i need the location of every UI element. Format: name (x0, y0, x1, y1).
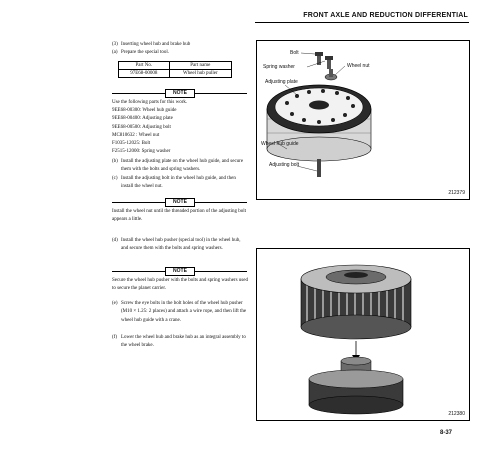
step-text: Inserting wheel hub and brake hub (121, 42, 191, 47)
step-text: Lower the wheel hub and brake hub as an integral assembly to the wheel brake. (121, 335, 246, 349)
step-f (112, 334, 247, 351)
table-cell: Wheel hub puller (169, 70, 231, 78)
note-rule (195, 271, 247, 272)
step-e (112, 300, 247, 325)
step-label: (c) (112, 176, 118, 181)
note-rule (195, 202, 247, 203)
table-header-row (119, 62, 232, 70)
step-a (112, 49, 247, 57)
note1-item: F1035-12025: Bolt (112, 141, 151, 147)
adjusting-plate-drawing (267, 85, 371, 133)
header-rule (255, 22, 469, 23)
table-row (119, 70, 232, 78)
callout-bolt: Bolt (290, 50, 299, 56)
adjusting-bolt-drawing (317, 159, 321, 177)
step-label: (e) (112, 301, 118, 306)
step-label: (3) (112, 42, 118, 47)
step-d (112, 237, 247, 254)
note-label: NOTE (165, 267, 195, 276)
step-label: (a) (112, 50, 118, 55)
step-label: (b) (112, 159, 118, 164)
callout-spring-washer: Spring washer (263, 64, 295, 70)
running-header: FRONT AXLE AND REDUCTION DIFFERENTIAL (303, 12, 468, 19)
note2-body: Install the wheel nut until the threaded portion of the adjusting bolt appears a little. (112, 209, 246, 223)
note1-body (112, 99, 252, 156)
table-cell: 97E68-00008 (119, 70, 170, 78)
callout-adjusting-bolt: Adjusting bolt (269, 162, 300, 168)
note-rule (195, 93, 247, 94)
note1-item: 9EE68-00500: Adjusting bolt (112, 124, 171, 130)
step-label: (d) (112, 238, 118, 243)
figure-number: 212379 (448, 190, 465, 196)
note-rule (112, 271, 165, 272)
step-text: Install the adjusting plate on the wheel hub guide, and secure them with the bolts and spring washers. (121, 159, 244, 173)
callout-wheel-hub-guide: Wheel hub guide (261, 141, 299, 147)
step-text: Install the wheel hub pusher (special tool) in the wheel hub, and secure them with the bolts and spring washers. (121, 238, 241, 252)
special-tool-table (118, 61, 232, 78)
step-b (112, 158, 247, 175)
wheel-hub-assembly-drawing (301, 265, 411, 339)
note1-item: 9EE68-00400: Adjusting plate (112, 116, 173, 122)
wheel-nut-drawing (325, 69, 337, 80)
figure-hub-assembly (256, 248, 470, 421)
note-rule (112, 93, 165, 94)
step-text: Install the adjusting bolt in the wheel hub guide, and then install the wheel nut. (121, 176, 236, 190)
page-number: 8-37 (440, 430, 453, 436)
note1-item: MC810632 : Wheel nut (112, 132, 160, 138)
note-label: NOTE (165, 198, 195, 207)
note-label: NOTE (165, 89, 195, 98)
step-label: (f) (112, 335, 117, 340)
hub-assembly-illustration (257, 249, 469, 420)
step-c (112, 175, 247, 192)
note1-item: 9EE68-00300: Wheel hub guide (112, 108, 177, 114)
note-banner (112, 267, 247, 275)
brake-hub-drawing (309, 357, 403, 414)
column-header: Part name (169, 62, 231, 70)
step-text: Screw the eye bolts in the bolt holes of the wheel hub pusher (M10 × 1.25: 2 places) and attach a wire rope, and then lift the wheel hub guide with a crane. (121, 301, 247, 323)
column-header: Part No. (119, 62, 170, 70)
note3-body: Secure the wheel hub pusher with the bolts and spring washers used to secure the planet carrier. (112, 278, 248, 292)
bolt-drawing (315, 52, 333, 69)
figure-wheel-hub-guide (256, 40, 470, 200)
note-banner (112, 198, 247, 206)
note1-intro: Use the following parts for this work. (112, 100, 188, 105)
note-rule (112, 202, 165, 203)
note-banner (112, 89, 247, 97)
note1-item: F2515-12000: Spring washer (112, 149, 171, 155)
step-text: Prepare the special tool. (121, 50, 170, 55)
callout-adjusting-plate: Adjusting plate (265, 79, 298, 85)
figure-number: 212380 (448, 411, 465, 417)
callout-wheel-nut: Wheel nut (347, 63, 370, 69)
